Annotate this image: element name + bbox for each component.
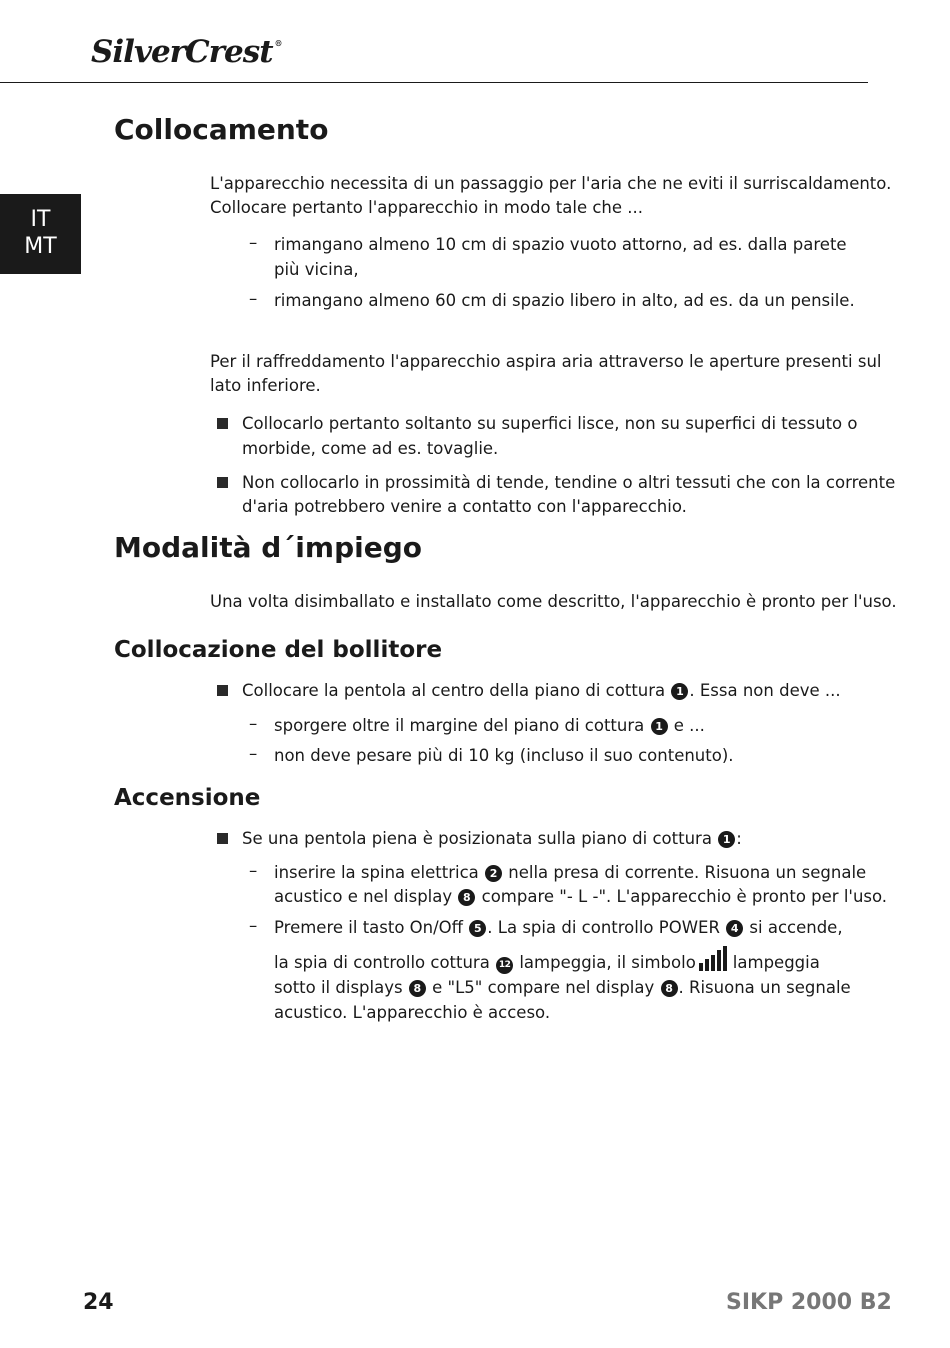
power-level-bars-icon	[699, 946, 730, 971]
language-code-it: IT	[30, 207, 51, 232]
paragraph-line: Una volta disimballato e installato come descritto, l'apparecchio è pronto per l'uso.	[210, 592, 897, 611]
list-item-text: la spia di controllo cottura 12 lampeggia, il simbolo lampeggia	[274, 946, 820, 976]
dash-marker: –	[249, 861, 258, 880]
list-item-text: Collocare la pentola al centro della piano di cottura 1 . Essa non deve ...	[242, 681, 841, 700]
ref-number-cook-led: 12	[496, 957, 513, 974]
section-title-modalita: Modalità d´impiego	[114, 531, 422, 564]
paragraph-line: Collocare pertanto l'apparecchio in modo tale che ...	[210, 198, 644, 217]
dash-marker: –	[249, 744, 258, 763]
list-item-text: morbide, come ad es. tovaglie.	[242, 439, 499, 458]
bullet-square	[217, 833, 228, 844]
ref-number-onoff: 5	[469, 920, 486, 937]
list-item-text: più vicina,	[274, 260, 359, 279]
dash-marker: –	[249, 289, 258, 308]
list-item-text: d'aria potrebbero venire a contatto con l'apparecchio.	[242, 497, 687, 516]
list-item-text: acustico e nel display 8 compare "- L -". L'apparecchio è pronto per l'uso.	[274, 887, 888, 906]
list-item-text: Non collocarlo in prossimità di tende, tendine o altri tessuti che con la corrente	[242, 473, 896, 492]
brand-logo: SilverCrest ®	[91, 34, 282, 70]
header-rule	[0, 82, 868, 83]
paragraph-line: lato inferiore.	[210, 376, 321, 395]
ref-number-power-led: 4	[726, 920, 743, 937]
list-item-text: acustico. L'apparecchio è acceso.	[274, 1003, 551, 1022]
list-item-text: Collocarlo pertanto soltanto su superfici lisce, non su superfici di tessuto o	[242, 414, 858, 433]
list-item-text: Se una pentola piena è posizionata sulla piano di cottura 1 :	[242, 829, 742, 848]
bullet-square	[217, 477, 228, 488]
list-item-text: inserire la spina elettrica 2 nella presa di corrente. Risuona un segnale	[274, 863, 867, 882]
dash-marker: –	[249, 233, 258, 252]
ref-number-hotplate: 1	[718, 831, 735, 848]
language-tab	[0, 194, 81, 274]
paragraph-line: Per il raffreddamento l'apparecchio aspira aria attraverso le aperture presenti sul	[210, 352, 882, 371]
list-item-text: sporgere oltre il margine del piano di cottura 1 e ...	[274, 716, 705, 735]
language-code-mt: MT	[24, 234, 57, 259]
bullet-square	[217, 685, 228, 696]
dash-marker: –	[249, 916, 258, 935]
list-item-text: rimangano almeno 10 cm di spazio vuoto attorno, ad es. dalla parete	[274, 235, 847, 254]
page-number: 24	[83, 1290, 114, 1315]
ref-number-display: 8	[409, 980, 426, 997]
bullet-square	[217, 418, 228, 429]
subsection-title-collocazione: Collocazione del bollitore	[114, 637, 443, 663]
paragraph-line: L'apparecchio necessita di un passaggio per l'aria che ne eviti il surriscaldamento.	[210, 174, 892, 193]
model-number: SIKP 2000 B2	[726, 1290, 892, 1315]
ref-number-hotplate: 1	[651, 718, 668, 735]
dash-marker: –	[249, 714, 258, 733]
list-item-text: sotto il displays 8 e "L5" compare nel display 8 . Risuona un segnale	[274, 978, 851, 997]
ref-number-plug: 2	[485, 865, 502, 882]
ref-number-display: 8	[458, 889, 475, 906]
list-item-text: Premere il tasto On/Off 5 . La spia di controllo POWER 4 si accende,	[274, 918, 843, 937]
subsection-title-accensione: Accensione	[114, 785, 261, 811]
ref-number-hotplate: 1	[671, 683, 688, 700]
section-title-collocamento: Collocamento	[114, 113, 329, 146]
list-item-text: rimangano almeno 60 cm di spazio libero in alto, ad es. da un pensile.	[274, 291, 855, 310]
ref-number-display: 8	[661, 980, 678, 997]
list-item-text: non deve pesare più di 10 kg (incluso il suo contenuto).	[274, 746, 734, 765]
